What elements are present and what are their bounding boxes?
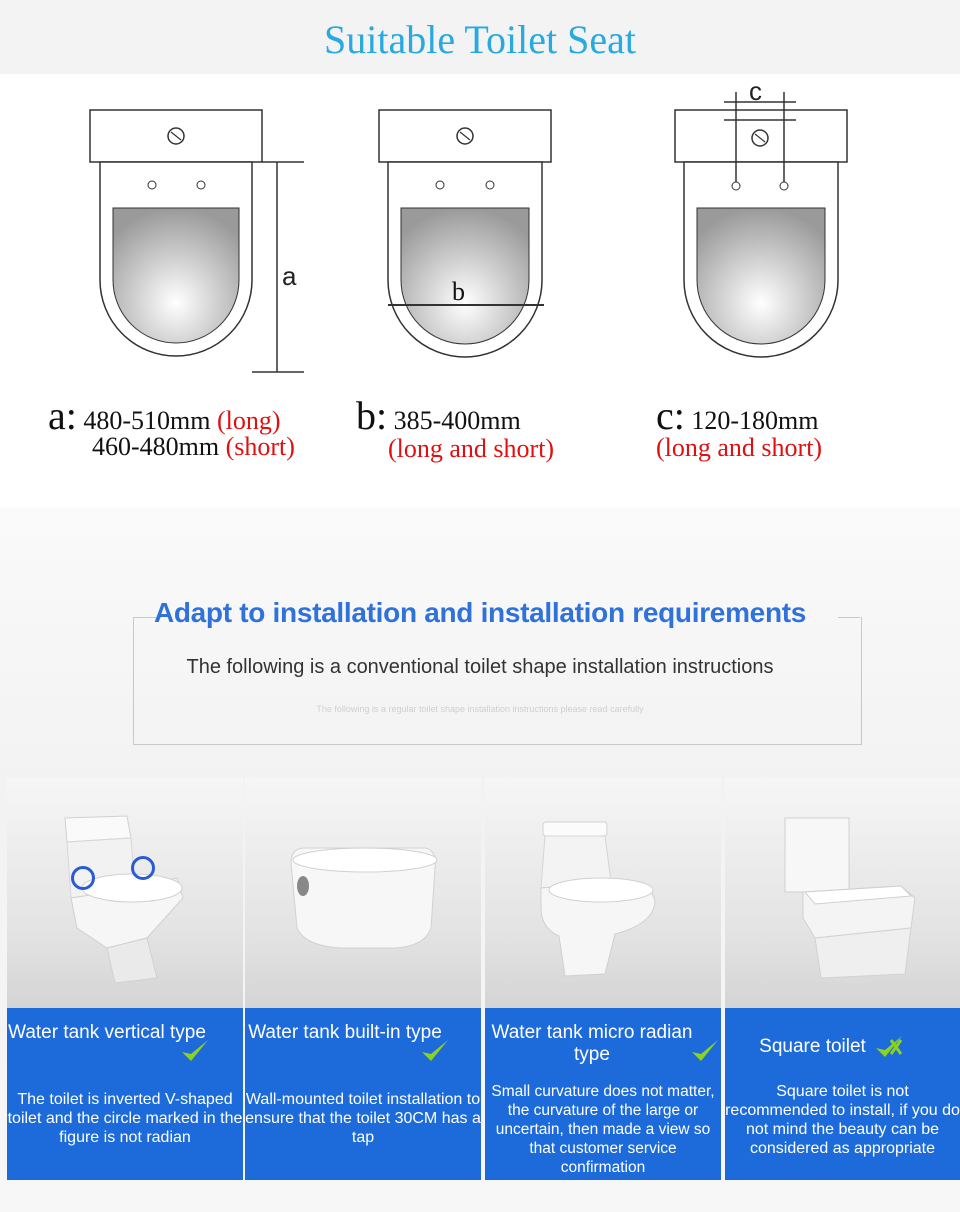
- dimension-a-long-note: (long): [216, 406, 281, 435]
- type-card-built-in-tank: [245, 778, 481, 1180]
- type-title: Water tank built-in type: [248, 1022, 442, 1043]
- type-title: Water tank micro radian type: [491, 1022, 693, 1065]
- toilet-photo: [245, 778, 481, 1008]
- type-panel: [7, 1008, 243, 1180]
- label-c: c: [749, 80, 762, 106]
- dimension-c: [656, 392, 818, 439]
- toilet-photo: [485, 778, 721, 1008]
- dimension-a-long: 480-510mm: [83, 406, 211, 435]
- type-card-square: [725, 778, 960, 1180]
- type-card-vertical-tank: [7, 778, 243, 1180]
- type-panel: [725, 1008, 960, 1180]
- dimension-a-short-note: (short): [225, 432, 295, 461]
- type-description: Wall-mounted toilet installation to ensure that the toilet 30CM has a tap: [245, 1091, 481, 1146]
- heading-frame: [133, 617, 862, 745]
- highlight-circle: [71, 866, 95, 890]
- label-b: b: [452, 277, 465, 306]
- dimension-b: [356, 392, 521, 439]
- dimension-c-note: (long and short): [656, 433, 823, 462]
- toilet-diagram-c: [668, 80, 858, 380]
- dimension-a-second: [92, 432, 295, 462]
- dimension-b-value: 385-400mm: [393, 406, 521, 435]
- dimension-a-short: 460-480mm: [92, 432, 220, 461]
- type-description: Square toilet is not recommended to install, if you do not mind the beauty can be considered as appropriate: [725, 1083, 960, 1157]
- type-panel: [485, 1008, 721, 1180]
- dimension-b-second: [388, 434, 554, 464]
- dimension-b-letter: b:: [356, 393, 388, 438]
- highlight-circle: [131, 856, 155, 880]
- dimension-c-second: [656, 433, 822, 463]
- type-card-micro-radian: [485, 778, 721, 1180]
- dimension-b-note: (long and short): [388, 434, 555, 463]
- toilet-photo: [725, 778, 960, 1008]
- section-faint-note: The following is a regular toilet shape installation instructions please read carefully: [316, 704, 644, 714]
- type-title: Water tank vertical type: [8, 1022, 206, 1043]
- type-title: Square toilet: [759, 1036, 866, 1057]
- toilet-micro-radian-image: [485, 778, 721, 1008]
- label-a: a: [282, 261, 297, 291]
- check-icon: [419, 1036, 451, 1066]
- dimension-c-value: 120-180mm: [691, 406, 819, 435]
- type-description: The toilet is inverted V-shaped toilet and the circle marked in the figure is not radian: [7, 1091, 243, 1146]
- section-subheading: The following is a conventional toilet shape installation instructions: [186, 656, 774, 678]
- check-cross-icon: [873, 1032, 905, 1062]
- dimension-c-letter: c:: [656, 393, 685, 438]
- toilet-photo: [7, 778, 243, 1008]
- dimension-a-letter: a:: [48, 393, 77, 438]
- type-panel: [245, 1008, 481, 1180]
- toilet-diagram-b: [372, 80, 562, 380]
- check-icon: [179, 1036, 211, 1066]
- toilet-square-image: [725, 778, 960, 1008]
- toilet-vertical-tank-image: [7, 778, 243, 1008]
- toilet-wall-mounted-image: [245, 778, 481, 1008]
- type-description: Small curvature does not matter, the curvature of the large or uncertain, then made a view so that customer service confirmation: [491, 1083, 715, 1176]
- toilet-diagram-a: [82, 80, 312, 380]
- check-icon: [689, 1036, 721, 1066]
- page-title: Suitable Toilet Seat: [324, 17, 636, 62]
- section-heading: Adapt to installation and installation requirements: [153, 597, 807, 628]
